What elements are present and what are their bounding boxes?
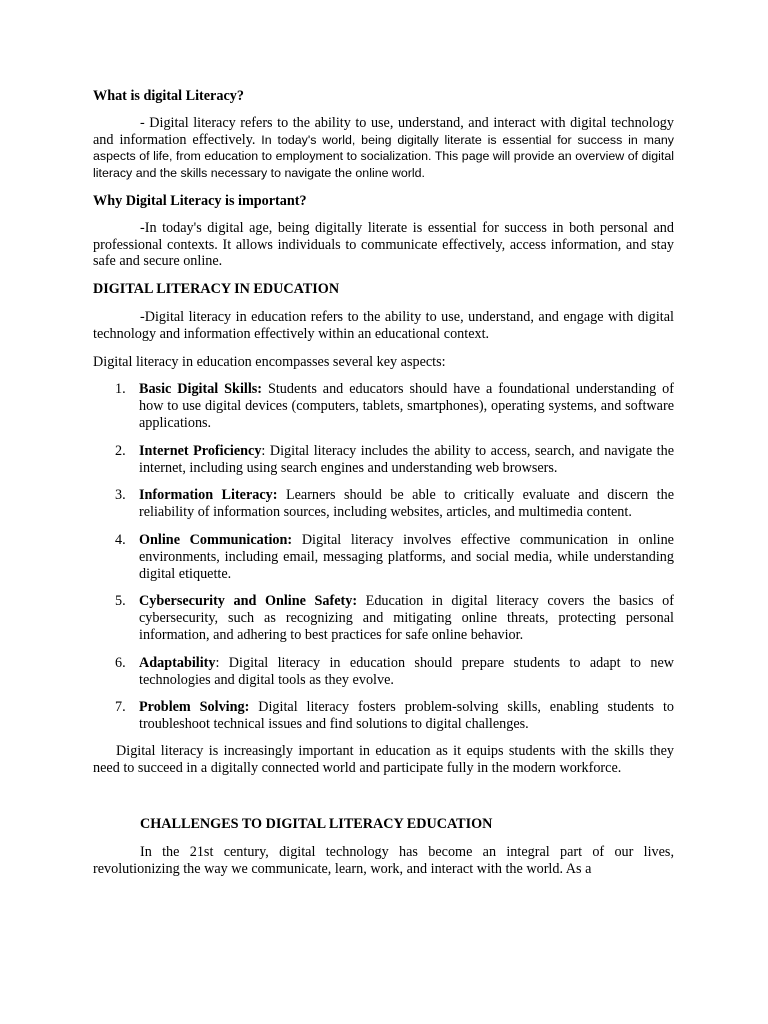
list-item-text: : Digital literacy in education should prepare students to adapt to new technologies and digital tools as they evolve. [139,654,674,688]
section-heading-why-important: Why Digital Literacy is important? [93,192,307,209]
list-item-term: Cybersecurity and Online Safety: [139,593,358,610]
list-item-text: Learners should be able to critically evaluate and discern the reliability of information sources, including websites, articles, and multimedia content. [139,487,674,521]
list-item-number: 6. [115,654,126,671]
list-item [93,593,674,643]
list-item-text: : Digital literacy includes the ability to access, search, and navigate the internet, including using search engines and understanding web browsers. [139,442,674,476]
list-item-number: 5. [115,593,126,610]
section-heading-education: DIGITAL LITERACY IN EDUCATION [93,281,340,298]
aspects-list [93,381,674,733]
list-item [93,487,674,521]
list-item-number: 4. [115,531,126,548]
list-item [93,443,674,477]
section-heading-challenges: CHALLENGES TO DIGITAL LITERACY EDUCATION [140,815,493,832]
paragraph-importance: -In today's digital age, being digitally literate is essential for success in both personal and professional contexts. It allows individuals to communicate effectively, access information, and stay safe and secure online. [93,219,674,270]
definition-text-sans: In today's world, being digitally literate is essential for success in many aspects of life, from education to employment to socialization. This page will provide an overview of digital literacy and the skills necessary to navigate the online world. [93,132,674,181]
paragraph-education-definition: -Digital literacy in education refers to the ability to use, understand, and engage with digital technology and information effectively within an educational context. [93,308,674,342]
list-item [93,381,674,431]
paragraph-challenges: In the 21st century, digital technology has become an integral part of our lives, revolutionizing the way we communicate, learn, work, and interact with the world. As a [93,844,674,878]
list-item [93,532,674,582]
list-item-term: Internet Proficiency [139,442,262,459]
list-item-term: Information Literacy: [139,487,278,504]
list-item-term: Basic Digital Skills: [139,381,263,398]
paragraph-aspects-intro: Digital literacy in education encompasses several key aspects: [93,353,446,370]
list-item [93,655,674,689]
paragraph-education-conclusion: Digital literacy is increasingly important in education as it equips students with the skills they need to succeed in a digitally connected world and participate fully in the modern workforce. [93,742,674,776]
section-heading-what-is: What is digital Literacy? [93,88,244,104]
list-item-text: Education in digital literacy covers the basics of cybersecurity, such as recognizing and mitigating online threats, protecting personal information, and adhering to best practices for safe online behavior. [139,593,674,643]
list-item-number: 2. [115,442,126,459]
list-item-text: Digital literacy involves effective communication in online environments, including email, messaging platforms, and social media, while understanding digital etiquette. [139,531,674,582]
list-item-term: Problem Solving: [139,699,250,716]
list-item-term: Adaptability [139,654,216,671]
list-item-text: Students and educators should have a foundational understanding of how to use digital devices (computers, tablets, smartphones), operating systems, and software applications. [139,381,674,431]
list-item-number: 1. [115,381,126,398]
definition-text-serif: - Digital literacy refers to the ability to use, understand, and interact with digital technology and information effectively. [93,114,674,148]
list-item-term: Online Communication: [139,531,293,548]
paragraph-definition [93,115,674,182]
list-item-number: 7. [115,699,126,716]
list-item-text: Digital literacy fosters problem-solving skills, enabling students to troubleshoot technical issues and find solutions to digital challenges. [139,699,674,733]
list-item-number: 3. [115,487,126,504]
list-item [93,699,674,733]
document-page [93,88,674,878]
